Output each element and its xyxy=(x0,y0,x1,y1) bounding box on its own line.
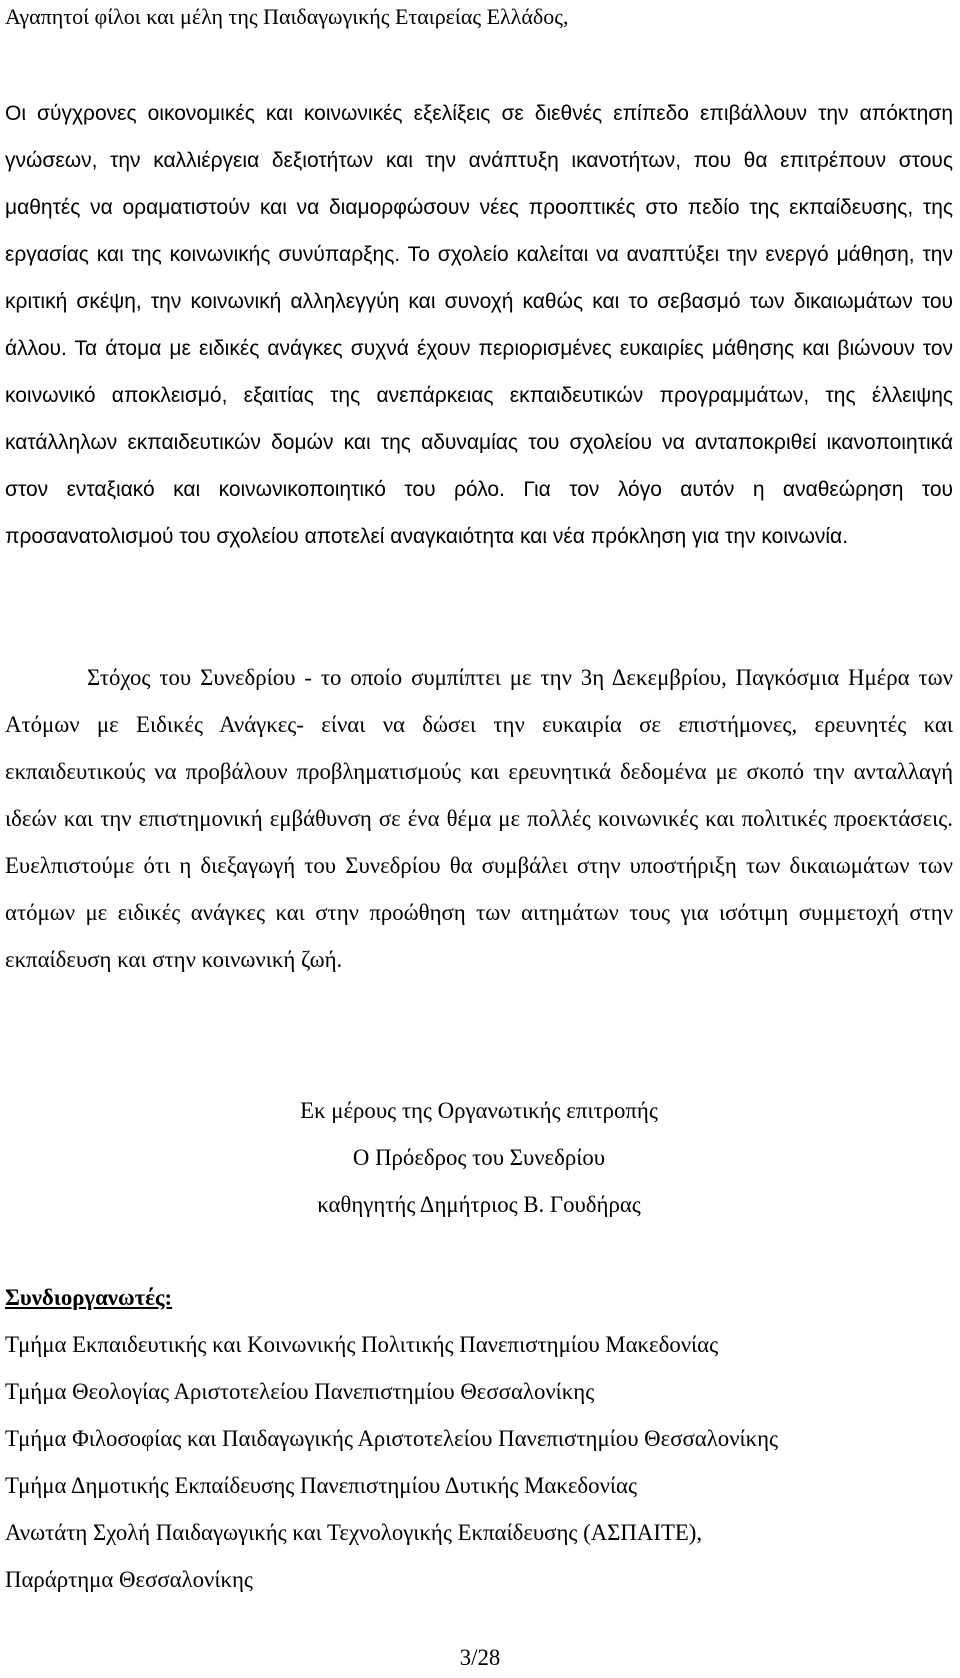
coorganizers-section xyxy=(5,1274,953,1603)
coorganizer-item: Τμήμα Θεολογίας Αριστοτελείου Πανεπιστημίου Θεσσαλονίκης xyxy=(5,1379,595,1404)
signature-name-line: καθηγητής Δημήτριος Β. Γουδήρας xyxy=(317,1192,641,1217)
coorganizer-item: Τμήμα Δημοτικής Εκπαίδευσης Πανεπιστημίου Δυτικής Μακεδονίας xyxy=(5,1473,637,1498)
signature-block xyxy=(5,1087,953,1228)
coorganizer-item: Παράρτημα Θεσσαλονίκης xyxy=(5,1567,253,1592)
coorganizer-item: Ανωτάτη Σχολή Παιδαγωγικής και Τεχνολογικής Εκπαίδευσης (ΑΣΠΑΙΤΕ), xyxy=(5,1520,703,1545)
page-number: 3/28 xyxy=(459,1645,501,1670)
signature-committee-line: Εκ μέρους της Οργανωτικής επιτροπής xyxy=(300,1098,658,1123)
salutation: Αγαπητοί φίλοι και μέλη της Παιδαγωγικής Εταιρείας Ελλάδος, xyxy=(5,4,569,29)
coorganizer-item: Τμήμα Εκπαιδευτικής και Κοινωνικής Πολιτικής Πανεπιστημίου Μακεδονίας xyxy=(5,1332,719,1357)
coorganizers-heading: Συνδιοργανωτές: xyxy=(5,1285,173,1310)
conference-goal-paragraph: Στόχος του Συνεδρίου - το οποίο συμπίπτει με την 3η Δεκεμβρίου, Παγκόσμια Ημέρα των Ατόμων με Ειδικές Ανάγκες- είναι να δώσει την ευκαιρία σε επιστήμονες, ερευνητές και εκπαιδευτικούς να προβάλουν προβληματισμούς και ερευνητικά δεδομένα με σκοπό την ανταλλαγή ιδεών και την επιστημονική εμβάθυνση σε ένα θέμα με πολλές κοινωνικές και πολιτικές προεκτάσεις. Ευελπιστούμε ότι η διεξαγωγή του Συνεδρίου θα συμβάλει στην υποστήριξη των δικαιωμάτων των ατόμων με ειδικές ανάγκες και στην προώθηση των αιτημάτων τους για ισότιμη συμμετοχή στην εκπαίδευση και στην κοινωνική ζωή. xyxy=(5,665,953,972)
intro-paragraph: Οι σύγχρονες οικονομικές και κοινωνικές εξελίξεις σε διεθνές επίπεδο επιβάλλουν την απόκτηση γνώσεων, την καλλιέργεια δεξιοτήτων και την ανάπτυξη ικανοτήτων, που θα επιτρέπουν στους μαθητές να οραματιστούν και να διαμορφώσουν νέες προοπτικές στο πεδίο της εκπαίδευσης, της εργασίας και της κοινωνικής συνύπαρξης. Το σχολείο καλείται να αναπτύξει την ενεργό μάθηση, την κριτική σκέψη, την κοινωνική αλληλεγγύη και συνοχή καθώς και το σεβασμό των δικαιωμάτων του άλλου. Τα άτομα με ειδικές ανάγκες συχνά έχουν περιορισμένες ευκαιρίες μάθησης και βιώνουν τον κοινωνικό αποκλεισμό, εξαιτίας της ανεπάρκειας εκπαιδευτικών προγραμμάτων, της έλλειψης κατάλληλων εκπαιδευτικών δομών και της αδυναμίας του σχολείου να ανταποκριθεί ικανοποιητικά στον ενταξιακό και κοινωνικοποιητικό του ρόλο. Για τον λόγο αυτόν η αναθεώρηση του προσανατολισμού του σχολείου αποτελεί αναγκαιότητα και νέα πρόκληση για την κοινωνία. xyxy=(5,102,953,548)
coorganizer-item: Τμήμα Φιλοσοφίας και Παιδαγωγικής Αριστοτελείου Πανεπιστημίου Θεσσαλονίκης xyxy=(5,1426,779,1451)
signature-title-line: Ο Πρόεδρος του Συνεδρίου xyxy=(352,1145,606,1170)
